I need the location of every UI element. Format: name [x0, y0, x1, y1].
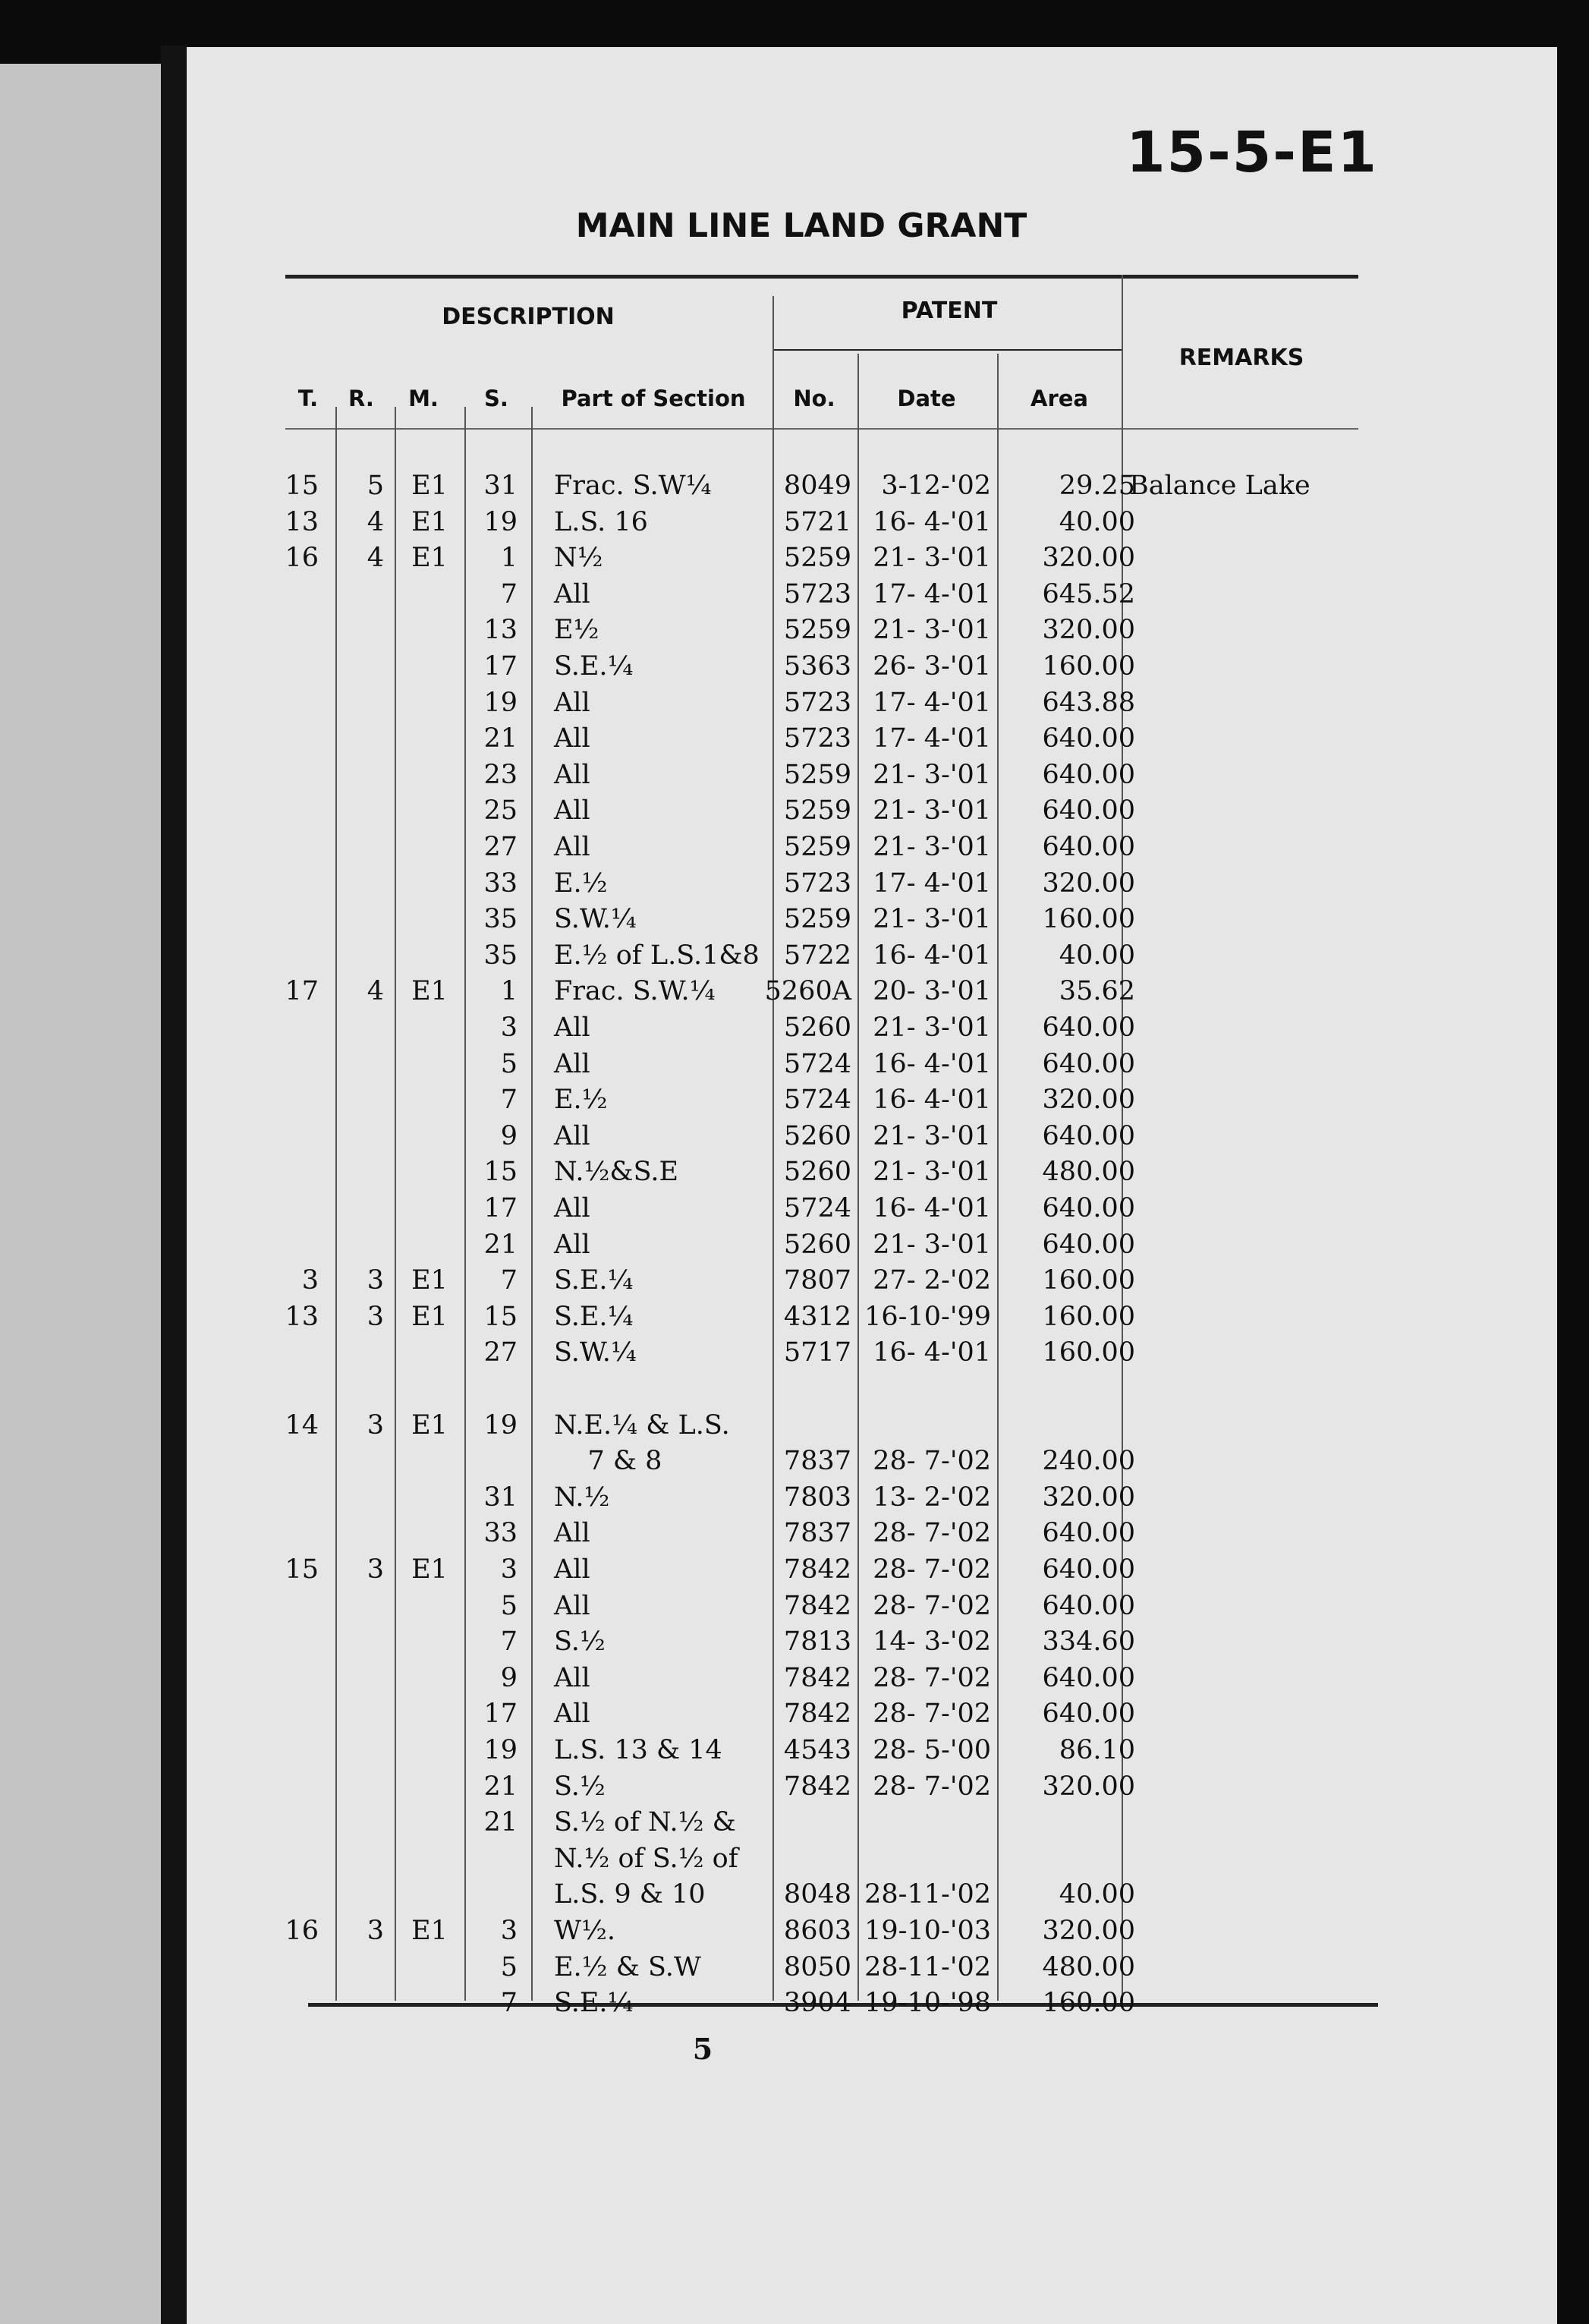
cell-date: 28-11-'02: [864, 1951, 991, 1982]
cell-no: 5259: [783, 543, 851, 574]
cell-no: 8048: [783, 1879, 851, 1910]
cell-area: 160.00: [1042, 1301, 1135, 1332]
cell-date: 14- 3-'02: [873, 1626, 991, 1658]
table-row: [187, 1371, 1557, 1406]
table-row: [187, 1661, 1557, 1696]
table-row: [187, 540, 1557, 575]
cell-s: 5: [500, 1048, 518, 1079]
cell-part: All: [554, 578, 590, 609]
table-row: [187, 1841, 1557, 1876]
cell-part: All: [554, 1554, 590, 1585]
cell-no: 5260: [783, 1229, 851, 1260]
cell-area: 643.88: [1042, 687, 1135, 718]
cell-t: 15: [285, 1554, 319, 1585]
table-row: [187, 1408, 1557, 1443]
cell-part: S.E.¼: [554, 1988, 634, 2019]
cell-s: 15: [483, 1157, 518, 1188]
cell-part: S.½: [554, 1626, 606, 1658]
header-t: T.: [297, 386, 319, 411]
cell-date: 21- 3-'01: [873, 904, 991, 935]
cell-m: E1: [411, 1554, 448, 1585]
cell-no: 7842: [783, 1554, 851, 1585]
cell-date: 21- 3-'01: [873, 1012, 991, 1043]
table-row: [187, 612, 1557, 647]
cell-m: E1: [411, 1409, 448, 1441]
cell-date: 28- 5-'00: [873, 1735, 991, 1765]
cell-part: L.S. 16: [554, 506, 648, 537]
cell-m: E1: [411, 976, 448, 1007]
cell-no: 5363: [783, 651, 851, 682]
table-row: [187, 1985, 1557, 2020]
cell-no: 3904: [783, 1988, 851, 2019]
cell-r: 3: [367, 1916, 384, 1946]
cell-part: All: [554, 1590, 590, 1621]
cell-no: 5723: [783, 687, 851, 718]
cell-part: Frac. S.W.¼: [554, 976, 716, 1007]
cell-date: 20- 3-'01: [873, 976, 991, 1007]
table-row: [187, 1010, 1557, 1045]
cell-area: 40.00: [1059, 940, 1135, 971]
cell-part: Frac. S.W¼: [554, 471, 712, 501]
cell-date: 21- 3-'01: [873, 1157, 991, 1188]
cell-area: 640.00: [1042, 1590, 1135, 1621]
cell-s: 21: [483, 723, 518, 754]
cell-area: 640.00: [1042, 723, 1135, 754]
cell-area: 640.00: [1042, 795, 1135, 827]
header-m: M.: [408, 386, 439, 411]
cell-s: 23: [483, 759, 518, 790]
cell-date: 16- 4-'01: [873, 1048, 991, 1079]
cell-no: 7842: [783, 1699, 851, 1730]
cell-area: 640.00: [1042, 1518, 1135, 1549]
cell-part: All: [554, 687, 590, 718]
cell-date: 13- 2-'02: [873, 1482, 991, 1513]
table-row: [187, 1082, 1557, 1117]
table-row: [187, 649, 1557, 684]
cell-date: 21- 3-'01: [873, 1229, 991, 1260]
cell-m: E1: [411, 1301, 448, 1332]
cell-date: 17- 4-'01: [873, 868, 991, 899]
cell-area: 320.00: [1042, 868, 1135, 899]
cell-date: 28- 7-'02: [873, 1699, 991, 1730]
cell-t: 3: [301, 1265, 319, 1296]
cell-no: 8603: [783, 1916, 851, 1946]
cell-no: 5259: [783, 795, 851, 827]
cell-no: 7842: [783, 1590, 851, 1621]
cell-date: 28- 7-'02: [873, 1446, 991, 1477]
cell-no: 5259: [783, 832, 851, 862]
cell-no: 8049: [783, 471, 851, 501]
header-description: DESCRIPTION: [442, 304, 615, 330]
cell-m: E1: [411, 471, 448, 501]
facing-page: [0, 64, 161, 2324]
table-row: [187, 1335, 1557, 1370]
cell-s: 9: [500, 1120, 518, 1151]
cell-r: 5: [367, 471, 384, 501]
cell-s: 5: [500, 1951, 518, 1982]
cell-no: 5260: [783, 1120, 851, 1151]
cell-date: 16- 4-'01: [873, 1193, 991, 1223]
cell-no: 7837: [783, 1446, 851, 1477]
cell-part: N.E.¼ & L.S.: [554, 1409, 730, 1441]
cell-no: 5723: [783, 723, 851, 754]
cell-area: 640.00: [1042, 832, 1135, 862]
cell-s: 3: [500, 1554, 518, 1585]
cell-no: 5722: [783, 940, 851, 971]
cell-s: 7: [500, 1085, 518, 1116]
cell-date: 21- 3-'01: [873, 832, 991, 862]
cell-part: E.½ & S.W: [554, 1951, 701, 1982]
cell-no: 7813: [783, 1626, 851, 1658]
cell-part: N.½: [554, 1482, 610, 1513]
cell-area: 640.00: [1042, 1120, 1135, 1151]
header-no: No.: [793, 386, 835, 411]
table-row: [187, 1227, 1557, 1262]
cell-s: 19: [483, 506, 518, 537]
cell-s: 27: [483, 832, 518, 862]
cell-no: 5723: [783, 868, 851, 899]
cell-r: 3: [367, 1265, 384, 1296]
cell-s: 31: [483, 1482, 518, 1513]
table-row: [187, 1047, 1557, 1082]
cell-date: 17- 4-'01: [873, 687, 991, 718]
table-row: [187, 1552, 1557, 1587]
cell-remarks: Balance Lake: [1129, 471, 1311, 501]
cell-date: 16- 4-'01: [873, 1337, 991, 1368]
cell-m: E1: [411, 1916, 448, 1946]
cell-s: 33: [483, 868, 518, 899]
header-part-of-section: Part of Section: [561, 386, 746, 411]
cell-date: 19-10-'98: [864, 1988, 991, 2019]
cell-no: 5717: [783, 1337, 851, 1368]
cell-area: 160.00: [1042, 904, 1135, 935]
cell-area: 640.00: [1042, 1554, 1135, 1585]
cell-date: 28- 7-'02: [873, 1771, 991, 1802]
cell-date: 16- 4-'01: [873, 940, 991, 971]
table-row: [187, 1480, 1557, 1515]
cell-area: 640.00: [1042, 759, 1135, 790]
table-row: [187, 757, 1557, 792]
table-row: [187, 1444, 1557, 1478]
cell-t: 15: [285, 471, 319, 501]
book-gutter: [161, 46, 187, 2324]
cell-part: All: [554, 1193, 590, 1223]
cell-r: 4: [367, 543, 384, 574]
cell-no: 5260: [783, 1012, 851, 1043]
cell-area: 320.00: [1042, 1482, 1135, 1513]
cell-s: 15: [483, 1301, 518, 1332]
table-row: [187, 1589, 1557, 1623]
cell-s: 3: [500, 1916, 518, 1946]
table-row: [187, 1805, 1557, 1840]
cell-area: 480.00: [1042, 1157, 1135, 1188]
cell-area: 640.00: [1042, 1662, 1135, 1693]
table-row: [187, 830, 1557, 864]
cell-area: 640.00: [1042, 1699, 1135, 1730]
cell-part: S.W.¼: [554, 1337, 637, 1368]
cell-part: L.S. 9 & 10: [554, 1879, 706, 1910]
cell-part: S.½ of N.½ &: [554, 1807, 736, 1838]
cell-r: 4: [367, 506, 384, 537]
header-r: R.: [348, 386, 374, 411]
cell-date: 21- 3-'01: [873, 615, 991, 646]
cell-s: 7: [500, 1626, 518, 1658]
header-patent: PATENT: [901, 298, 998, 324]
cell-no: 5723: [783, 578, 851, 609]
table-row: [187, 1119, 1557, 1154]
cell-date: 21- 3-'01: [873, 1120, 991, 1151]
cell-area: 40.00: [1059, 1879, 1135, 1910]
cell-area: 645.52: [1042, 578, 1135, 609]
cell-s: 19: [483, 1409, 518, 1441]
table-row: [187, 938, 1557, 973]
cell-no: 7807: [783, 1265, 851, 1296]
cell-part: E½: [554, 615, 599, 646]
cell-no: 5259: [783, 759, 851, 790]
cell-no: 5260: [783, 1157, 851, 1188]
cell-part: S.½: [554, 1771, 606, 1802]
cell-date: 19-10-'03: [864, 1916, 991, 1946]
cell-date: 16- 4-'01: [873, 506, 991, 537]
cell-part: All: [554, 1699, 590, 1730]
table-row: [187, 1263, 1557, 1298]
cell-date: 21- 3-'01: [873, 759, 991, 790]
cell-s: 1: [500, 543, 518, 574]
cell-s: 17: [483, 1699, 518, 1730]
cell-s: 7: [500, 1265, 518, 1296]
cell-t: 14: [285, 1409, 319, 1441]
cell-s: 31: [483, 471, 518, 501]
cell-s: 21: [483, 1229, 518, 1260]
cell-date: 28- 7-'02: [873, 1554, 991, 1585]
header-date: Date: [897, 386, 956, 411]
cell-s: 1: [500, 976, 518, 1007]
cell-date: 27- 2-'02: [873, 1265, 991, 1296]
cell-m: E1: [411, 506, 448, 537]
cell-part: All: [554, 723, 590, 754]
table-row: [187, 1877, 1557, 1912]
cell-no: 5724: [783, 1048, 851, 1079]
cell-s: 27: [483, 1337, 518, 1368]
cell-part: All: [554, 1012, 590, 1043]
cell-part: L.S. 13 & 14: [554, 1735, 722, 1765]
table-row: [187, 1950, 1557, 1985]
cell-s: 3: [500, 1012, 518, 1043]
cell-area: 320.00: [1042, 1916, 1135, 1946]
cell-t: 13: [285, 1301, 319, 1332]
cell-date: 28- 7-'02: [873, 1662, 991, 1693]
sheet-code: 15-5-E1: [1126, 120, 1378, 185]
cell-no: 7842: [783, 1771, 851, 1802]
cell-area: 160.00: [1042, 1337, 1135, 1368]
cell-m: E1: [411, 1265, 448, 1296]
table-row: [187, 1154, 1557, 1189]
cell-date: 26- 3-'01: [873, 651, 991, 682]
cell-no: 4312: [783, 1301, 851, 1332]
cell-part: S.E.¼: [554, 1301, 634, 1332]
cell-area: 334.60: [1042, 1626, 1135, 1658]
cell-part: W½.: [554, 1916, 616, 1946]
cell-date: 28- 7-'02: [873, 1518, 991, 1549]
cell-area: 480.00: [1042, 1951, 1135, 1982]
table-row: [187, 902, 1557, 937]
cell-part: S.W.¼: [554, 904, 637, 935]
land-grant-table: [187, 47, 1557, 2324]
cell-s: 35: [483, 940, 518, 971]
cell-r: 4: [367, 976, 384, 1007]
header-remarks: REMARKS: [1178, 345, 1304, 371]
cell-s: 19: [483, 1735, 518, 1765]
cell-date: 17- 4-'01: [873, 723, 991, 754]
cell-area: 640.00: [1042, 1012, 1135, 1043]
cell-s: 21: [483, 1807, 518, 1838]
table-row: [187, 974, 1557, 1009]
cell-s: 17: [483, 651, 518, 682]
header-s: S.: [484, 386, 508, 411]
cell-area: 320.00: [1042, 1085, 1135, 1116]
cell-part: N.½&S.E: [554, 1157, 678, 1188]
table-row: [187, 1624, 1557, 1659]
cell-date: 21- 3-'01: [873, 543, 991, 574]
cell-part: All: [554, 759, 590, 790]
cell-no: 7837: [783, 1518, 851, 1549]
cell-area: 40.00: [1059, 506, 1135, 537]
table-row: [187, 1299, 1557, 1334]
cell-area: 640.00: [1042, 1193, 1135, 1223]
table-row: [187, 577, 1557, 612]
table-row: [187, 1913, 1557, 1948]
cell-part: N½: [554, 543, 603, 574]
cell-no: 5260A: [764, 976, 851, 1007]
cell-part: 7 & 8: [554, 1446, 662, 1477]
cell-no: 5724: [783, 1193, 851, 1223]
cell-s: 5: [500, 1590, 518, 1621]
cell-date: 28- 7-'02: [873, 1590, 991, 1621]
cell-s: 9: [500, 1662, 518, 1693]
cell-date: 16- 4-'01: [873, 1085, 991, 1116]
cell-area: 640.00: [1042, 1229, 1135, 1260]
cell-r: 3: [367, 1409, 384, 1441]
cell-no: 5724: [783, 1085, 851, 1116]
cell-area: 160.00: [1042, 1265, 1135, 1296]
table-row: [187, 1733, 1557, 1768]
table-row: [187, 793, 1557, 828]
cell-date: 28-11-'02: [864, 1879, 991, 1910]
cell-part: N.½ of S.½ of: [554, 1843, 738, 1874]
cell-area: 86.10: [1059, 1735, 1135, 1765]
cell-part: All: [554, 1048, 590, 1079]
cell-s: 17: [483, 1193, 518, 1223]
cell-area: 320.00: [1042, 543, 1135, 574]
cell-no: 5721: [783, 506, 851, 537]
cell-area: 320.00: [1042, 1771, 1135, 1802]
cell-area: 29.25: [1059, 471, 1135, 501]
cell-s: 7: [500, 578, 518, 609]
cell-date: 21- 3-'01: [873, 795, 991, 827]
cell-no: 4543: [783, 1735, 851, 1765]
cell-no: 7842: [783, 1662, 851, 1693]
cell-part: E.½ of L.S.1&8: [554, 940, 760, 971]
cell-part: All: [554, 1518, 590, 1549]
table-row: [187, 1696, 1557, 1731]
table-row: [187, 468, 1557, 503]
cell-date: 3-12-'02: [881, 471, 991, 501]
cell-area: 240.00: [1042, 1446, 1135, 1477]
cell-area: 320.00: [1042, 615, 1135, 646]
cell-no: 5259: [783, 615, 851, 646]
cell-r: 3: [367, 1554, 384, 1585]
table-row: [187, 1769, 1557, 1804]
cell-t: 16: [285, 543, 319, 574]
cell-s: 13: [483, 615, 518, 646]
cell-no: 8050: [783, 1951, 851, 1982]
cell-area: 35.62: [1059, 976, 1135, 1007]
cell-date: 17- 4-'01: [873, 578, 991, 609]
cell-part: All: [554, 1229, 590, 1260]
cell-area: 160.00: [1042, 1988, 1135, 2019]
table-row: [187, 721, 1557, 756]
cell-part: All: [554, 1662, 590, 1693]
cell-s: 7: [500, 1988, 518, 2019]
table-row: [187, 505, 1557, 540]
cell-s: 21: [483, 1771, 518, 1802]
cell-part: All: [554, 832, 590, 862]
cell-part: All: [554, 795, 590, 827]
header-area: Area: [1030, 386, 1088, 411]
cell-r: 3: [367, 1301, 384, 1332]
cell-area: 640.00: [1042, 1048, 1135, 1079]
page-number: 5: [692, 2032, 713, 2066]
cell-no: 7803: [783, 1482, 851, 1513]
cell-t: 17: [285, 976, 319, 1007]
document-page: [187, 47, 1557, 2324]
cell-m: E1: [411, 543, 448, 574]
table-row: [187, 685, 1557, 720]
cell-no: 5259: [783, 904, 851, 935]
table-row: [187, 866, 1557, 901]
cell-part: All: [554, 1120, 590, 1151]
page-title: MAIN LINE LAND GRANT: [575, 206, 1027, 245]
cell-s: 35: [483, 904, 518, 935]
cell-s: 19: [483, 687, 518, 718]
cell-part: E.½: [554, 868, 608, 899]
cell-t: 16: [285, 1916, 319, 1946]
table-row: [187, 1516, 1557, 1551]
cell-part: S.E.¼: [554, 1265, 634, 1296]
cell-date: 16-10-'99: [864, 1301, 991, 1332]
cell-area: 160.00: [1042, 651, 1135, 682]
cell-part: E.½: [554, 1085, 608, 1116]
cell-s: 25: [483, 795, 518, 827]
cell-t: 13: [285, 506, 319, 537]
cell-s: 33: [483, 1518, 518, 1549]
cell-part: S.E.¼: [554, 651, 634, 682]
table-row: [187, 1191, 1557, 1226]
